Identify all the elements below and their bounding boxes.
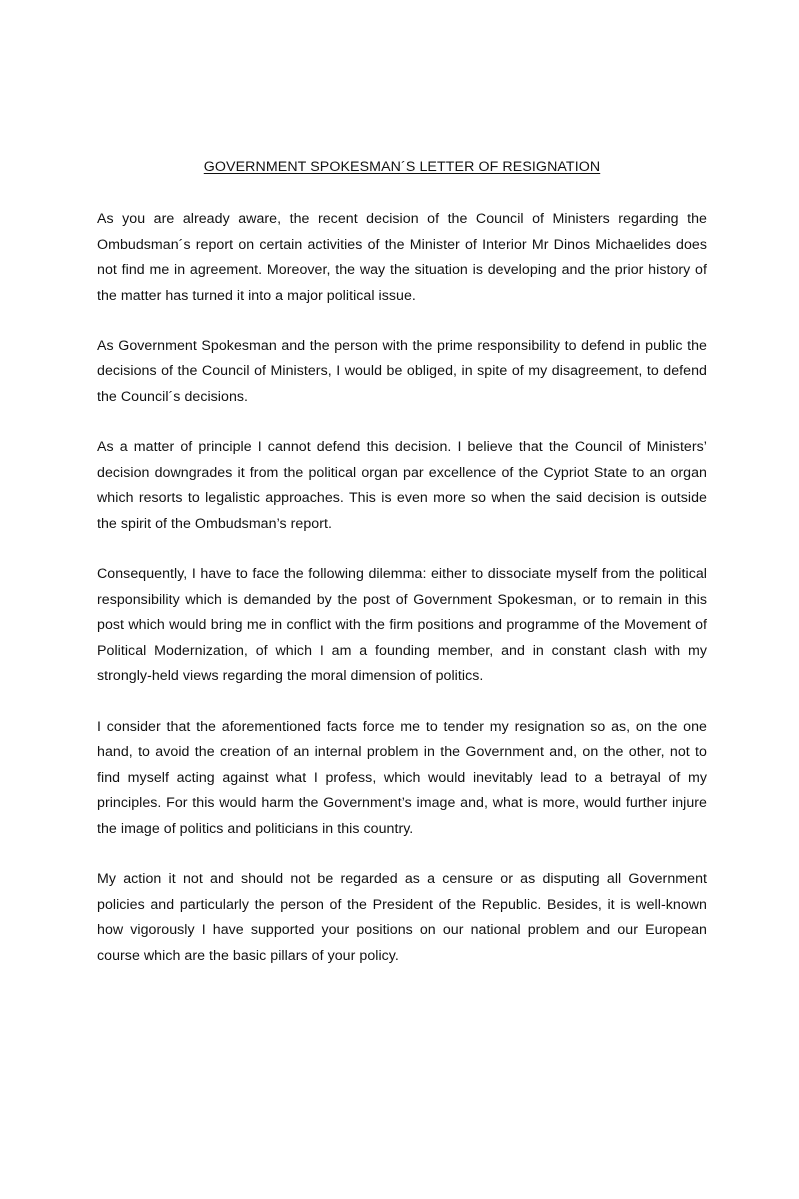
- paragraph-1: As you are already aware, the recent decision of the Council of Ministers regarding the Ombudsman´s report on certain activities of the Minister of Interior Mr Dinos Michaelides does not find me in agreement. Moreover, the way the situation is developing and the prior history of the matter has turned it into a major political issue.: [97, 211, 707, 304]
- document-body: [97, 207, 707, 994]
- paragraph-2: As Government Spokesman and the person with the prime responsibility to defend in public the decisions of the Council of Ministers, I would be obliged, in spite of my disagreement, to defend the Council´s decisions.: [97, 337, 707, 406]
- document-title: GOVERNMENT SPOKESMAN´S LETTER OF RESIGNATION: [203, 159, 601, 175]
- paragraph-5: I consider that the aforementioned facts force me to tender my resignation so as, on the one hand, to avoid the creation of an internal problem in the Government and, on the other, not to find myself acting against what I profess, which would inevitably lead to a betrayal of my principles. For this would harm the Government’s image and, what is more, would further injure the image of politics and politicians in this country.: [97, 718, 707, 837]
- paragraph-6: My action it not and should not be regarded as a censure or as disputing all Government policies and particularly the person of the President of the Republic. Besides, it is well-known how vigorously I have supported your positions on our national problem and our European course which are the basic pillars of your policy.: [97, 870, 707, 964]
- paragraph-3: As a matter of principle I cannot defend this decision. I believe that the Council of Ministers’ decision downgrades it from the political organ par excellence of the Cypriot State to an organ which resorts to legalistic approaches. This is even more so when the said decision is outside the spirit of the Ombudsman’s report.: [97, 439, 707, 532]
- paragraph-4: Consequently, I have to face the following dilemma: either to dissociate myself from the political responsibility which is demanded by the post of Government Spokesman, or to remain in this post which would bring me in conflict with the firm positions and programme of the Movement of Political Modernization, of which I am a founding member, and in constant clash with my strongly-held views regarding the moral dimension of politics.: [97, 566, 707, 685]
